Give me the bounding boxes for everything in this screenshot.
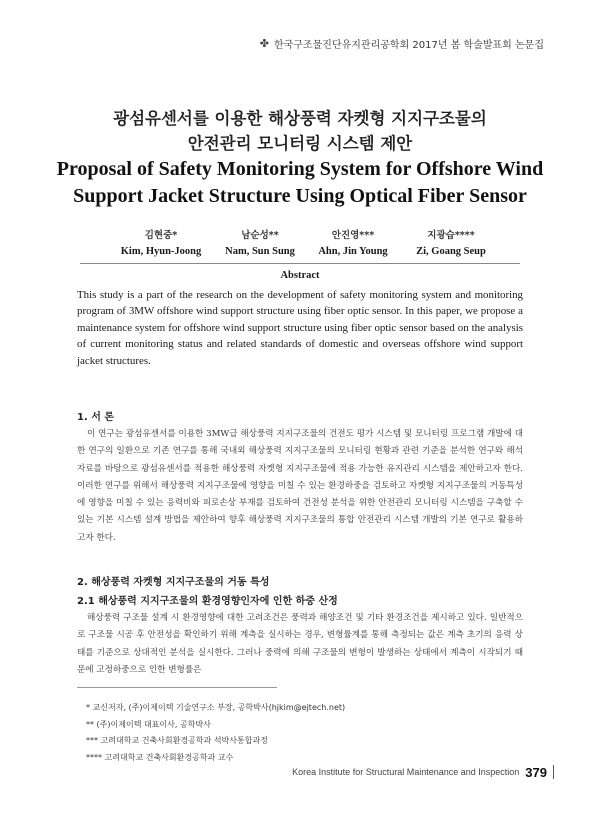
footnote-2: ** (주)이제이텍 대표이사, 공학박사 — [86, 719, 211, 729]
page-number: 379 — [525, 764, 547, 780]
footnote-divider — [77, 687, 277, 688]
section-1-body: 이 연구는 광섬유센서를 이용한 3MW급 해상풍력 지지구조물의 건전도 평가 시스템 및 모니터링 프로그램 개발에 대한 연구의 일환으로 기존 연구를 통해 국내외 해상풍력 지지구조물의 모니터링 현황과 관련 기준을 분석한 연구와 해석 자료를 바탕으로 광섬유센서를 적용한 해상풍력 자켓형 지지구조물에 적용 가능한 유지관리 시스템을 제안하고자 한다. 이러한 연구를 위해서 해상풍력 지지구조물에 영향을 미칠 수 있는 환경하중을 검토하고 자켓형 지지구조물의 거동특성에 영향을 미칠 수 있는 응력비와 피로손상 부재를 검토하여 건전성 분석을 위한 안전관리 모니터링 시스템을 구축할 수 있는 기본 시스템 설계 방법을 제안하여 향후 해상풍력 지지구조물의 통합 안전관리 시스템 개발의 기본 연구로 활용하고자 한다. — [77, 429, 523, 543]
abstract-body: This study is a part of the research on the development of safety monitoring system and monitoring program of 3MW offshore wind support structure using fiber optic sensor. In this paper, we propose a maintenance system for offshore wind support structure using fiber optic sensor based on the analysis of current monitoring status and related standards of domestic and overseas offshore wind support jacket structures. — [77, 289, 523, 367]
footnote-3: *** 고려대학교 건축사회환경공학과 석박사통합과정 — [86, 736, 268, 745]
footnote-1: * 교신저자, (주)이제이텍 기술연구소 부장, 공학박사(hjkim@ejtech.net) — [86, 703, 346, 712]
author-korean-name: 김현중* — [144, 230, 178, 241]
title-english-line2: Support Jacket Structure Using Optical Fiber Sensor — [73, 185, 527, 207]
footer-divider — [553, 765, 554, 779]
author-list — [0, 228, 600, 262]
section-2-heading: 2. 해상풍력 자켓형 지지구조물의 거동 특성 — [77, 577, 270, 588]
page-footer — [292, 764, 554, 780]
abstract-heading: Abstract — [280, 270, 320, 281]
author-4 — [386, 228, 516, 260]
author-english-name: Zi, Goang Seup — [416, 246, 486, 257]
title-korean-line1: 광섬유센서를 이용한 해상풍력 자켓형 지지구조물의 — [113, 109, 487, 128]
title-korean-line2: 안전관리 모니터링 시스템 제안 — [187, 134, 413, 153]
author-korean-name: 남순성** — [241, 230, 279, 241]
footnote-4: **** 고려대학교 건축사회환경공학과 교수 — [86, 752, 234, 762]
title-english-line1: Proposal of Safety Monitoring System for Offshore Wind — [56, 158, 544, 180]
author-divider — [80, 263, 520, 264]
clover-icon: ✤ — [259, 37, 269, 50]
header-text: 한국구조물진단유지관리공학회 2017년 봄 학술발표회 논문집 — [273, 40, 544, 51]
author-korean-name: 지광습**** — [427, 230, 475, 241]
section-2-1-body: 해상풍력 구조물 설계 시 환경영향에 대한 고려조건은 풍력과 해양조건 및 기타 환경조건을 제시하고 있다. 일반적으로 구조물 시공 후 안전성을 확인하기 위해 계측을 실시하는 경우, 변형률계를 통해 측정되는 값은 계측 초기의 응력 상태를 기준으로 상대적인 분석을 실시한다. 그러나 중력에 의해 구조물의 변형이 발생하는 상태에서 계측이 시작되기 때문에 고정하중으로 인한 변형률은 — [77, 613, 523, 675]
author-english-name: Ahn, Jin Young — [318, 246, 388, 257]
author-english-name: Kim, Hyun-Joong — [120, 246, 202, 257]
author-korean-name: 안진영*** — [331, 230, 375, 241]
running-header — [260, 36, 544, 51]
footnotes — [86, 700, 386, 766]
footer-organization: Korea Institute for Structural Maintenance and Inspection — [292, 767, 520, 777]
author-english-name: Nam, Sun Sung — [225, 246, 295, 257]
section-1-heading: 1. 서 론 — [77, 412, 115, 423]
section-2-1-heading: 2.1 해상풍력 지지구조물의 환경영향인자에 인한 하중 산정 — [77, 596, 338, 607]
